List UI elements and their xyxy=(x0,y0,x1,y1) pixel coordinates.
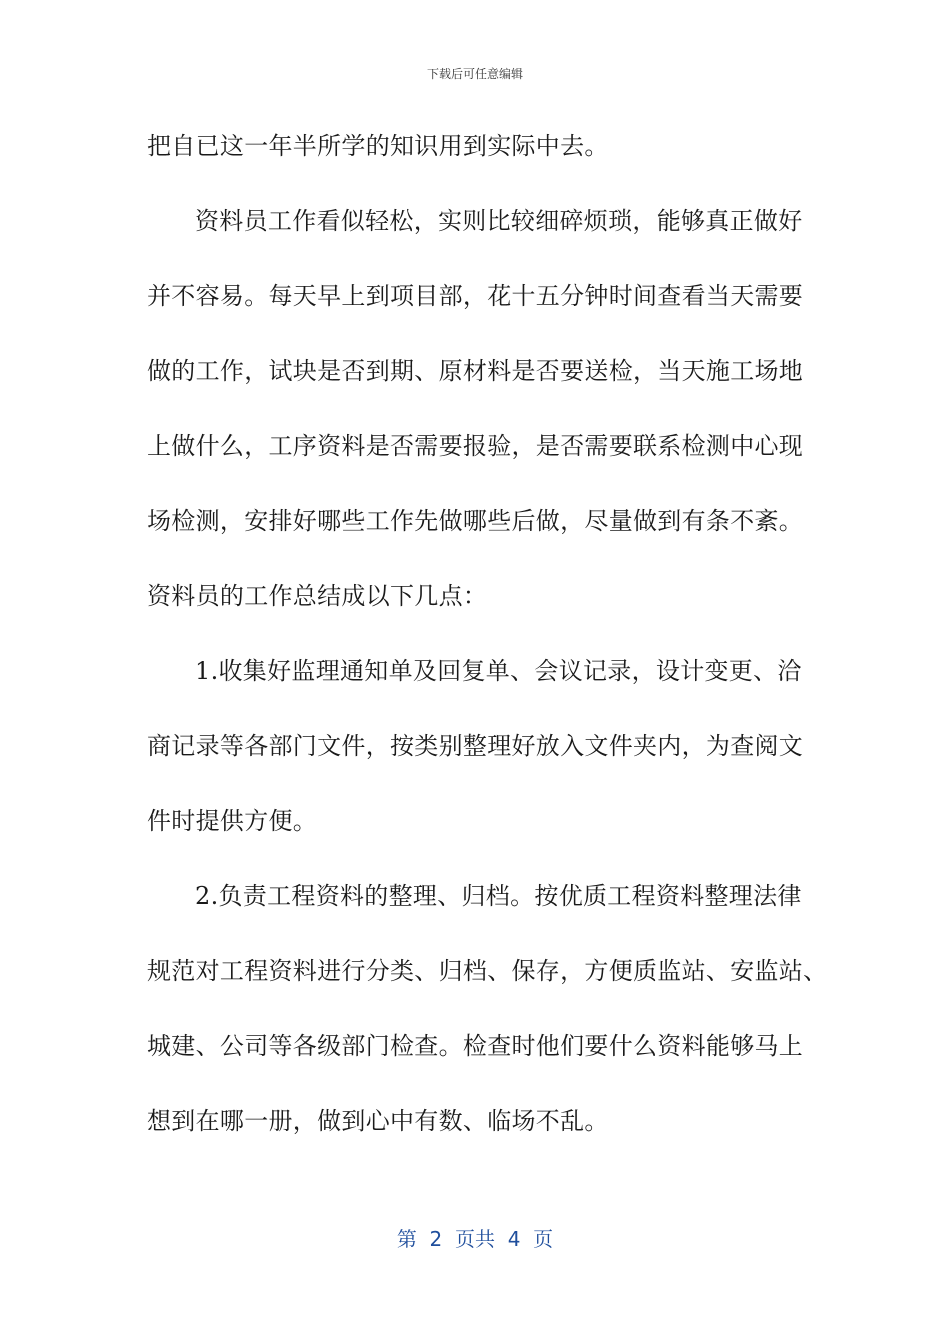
text-line: 做的工作，试块是否到期、原材料是否要送检，当天施工场地 xyxy=(147,357,804,385)
text-line: 规范对工程资料进行分类、归档、保存，方便质监站、安监站、 xyxy=(147,957,828,985)
text-line: 资料员的工作总结成以下几点： xyxy=(147,582,488,610)
page-header: 下载后可任意编辑 xyxy=(426,67,523,81)
text-line: 资料员工作看似轻松，实则比较细碎烦琐，能够真正做好 xyxy=(195,207,803,235)
text-line: 件时提供方便。 xyxy=(147,807,318,835)
text-line: 把自已这一年半所学的知识用到实际中去。 xyxy=(147,132,609,160)
text-line: 城建、公司等各级部门检查。检查时他们要什么资料能够马上 xyxy=(147,1032,804,1060)
page-number-footer: 第 2 页共 4 页 xyxy=(396,1227,554,1251)
text-line: 商记录等各部门文件，按类别整理好放入文件夹内，为查阅文 xyxy=(147,732,804,760)
document-body xyxy=(147,122,828,1172)
text-line: 场检测，安排好哪些工作先做哪些后做，尽量做到有条不紊。 xyxy=(147,507,804,535)
text-line: 1.收集好监理通知单及回复单、会议记录，设计变更、洽 xyxy=(195,657,802,685)
text-line: 并不容易。每天早上到项目部，花十五分钟时间查看当天需要 xyxy=(147,282,804,310)
text-line: 上做什么，工序资料是否需要报验，是否需要联系检测中心现 xyxy=(147,432,804,460)
text-line: 2.负责工程资料的整理、归档。按优质工程资料整理法律 xyxy=(195,882,802,910)
text-line: 想到在哪一册，做到心中有数、临场不乱。 xyxy=(147,1107,609,1135)
